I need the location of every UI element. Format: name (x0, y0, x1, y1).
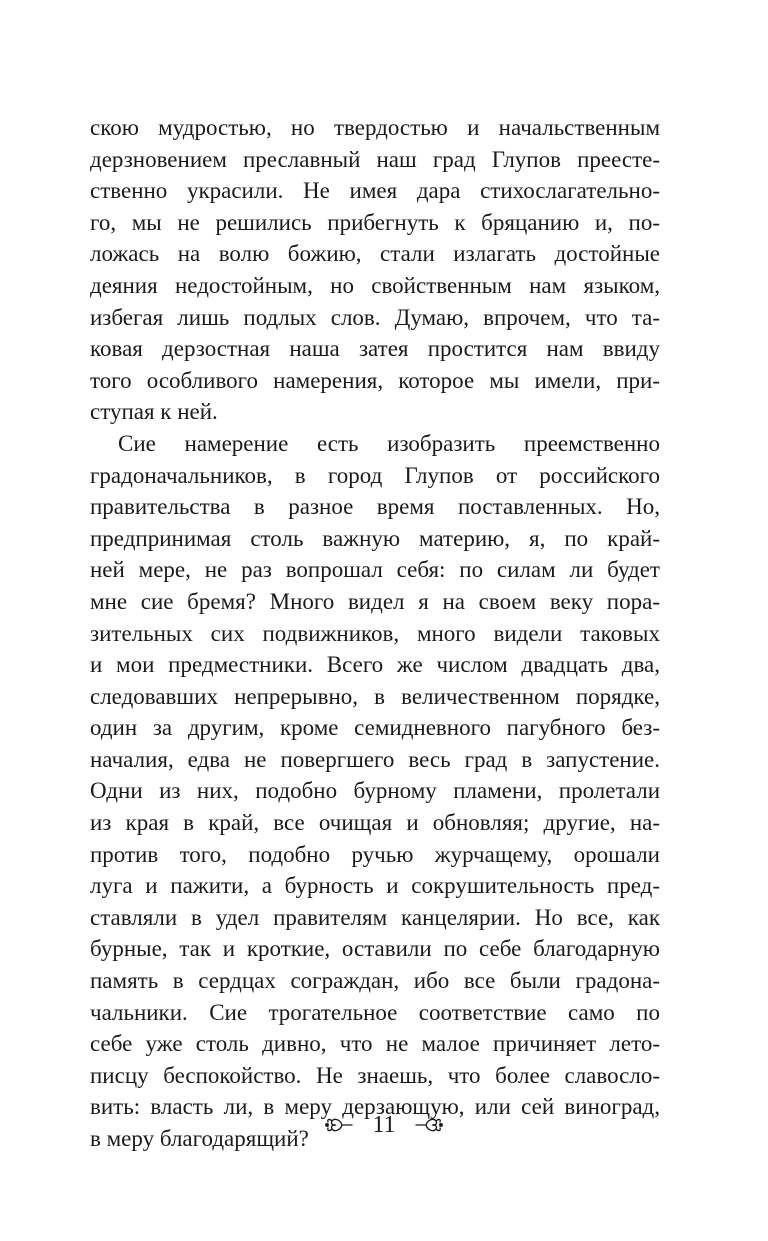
scroll-ornament-icon (414, 1112, 444, 1138)
text-line: вить: власть ли, в меру дерзающую, или сей виноград, (90, 1094, 660, 1120)
text-line: и мои предместники. Всего же числом двадцать два, (90, 652, 660, 678)
text-line: ственно украсили. Не имея дара стихослагательно- (90, 178, 660, 204)
text-line: Одни из них, подобно бурному пламени, пролетали (90, 778, 660, 804)
scroll-ornament-icon (324, 1112, 354, 1138)
text-line: го, мы не решились прибегнуть к бряцанию и, по- (90, 209, 660, 235)
text-line: мне сие бремя? Много видел я на своем веку пора- (90, 588, 660, 614)
page-number: 11 (372, 1112, 396, 1138)
paragraph-1 (90, 112, 660, 428)
text-line: ней мере, не раз вопрошал себя: по силам ли будет (90, 557, 660, 583)
text-line: луга и пажити, а бурность и сокрушительность пред- (90, 873, 660, 899)
text-line: градоначальников, в город Глупов от российского (90, 462, 660, 488)
text-line: началия, едва не повергшего весь град в запустение. (90, 746, 660, 772)
text-line: писцу беспокойство. Не знаешь, что более славосло- (90, 1062, 660, 1088)
text-line: память в сердцах сограждан, ибо все были градона- (90, 968, 660, 994)
text-line: из края в край, все очищая и обновляя; другие, на- (90, 810, 660, 836)
paragraph-2 (90, 428, 660, 1155)
page-footer (0, 1107, 768, 1143)
text-line: бурные, так и кроткие, оставили по себе благодарную (90, 936, 660, 962)
text-line: зительных сих подвижников, много видели таковых (90, 620, 660, 646)
text-line: предпринимая столь важную материю, я, по край- (90, 525, 660, 551)
text-line: того особливого намерения, которое мы имели, при- (90, 367, 660, 393)
body-text (90, 112, 660, 1155)
text-line: один за другим, кроме семидневного пагубного без- (90, 715, 660, 741)
text-line: ложась на волю божию, стали излагать достойные (90, 241, 660, 267)
text-line: Сие намерение есть изобразить преемственно (118, 430, 660, 456)
text-line: скою мудростью, но твердостью и начальственным (90, 115, 660, 140)
text-line: деяния недостойным, но свойственным нам языком, (90, 272, 660, 298)
text-line: чальники. Сие трогательное соответствие само по (90, 999, 660, 1025)
text-line: правительства в разное время поставленных. Но, (90, 494, 660, 520)
text-line: себе уже столь дивно, что не малое причиняет лето- (90, 1031, 660, 1057)
text-line: избегая лишь подлых слов. Думаю, впрочем, что та- (90, 304, 660, 330)
text-line: против того, подобно ручью журчащему, орошали (90, 841, 660, 867)
text-line: ставляли в удел правителям канцелярии. Но все, как (90, 904, 660, 930)
text-line: ступая к ней. (90, 399, 218, 425)
text-line: следовавших непрерывно, в величественном порядке, (90, 683, 660, 709)
text-line: дерзновением преславный наш град Глупов преесте- (90, 146, 660, 172)
text-line: ковая дерзостная наша затея простится нам ввиду (90, 336, 660, 362)
text-line: в меру благодарящий? (90, 1126, 309, 1151)
